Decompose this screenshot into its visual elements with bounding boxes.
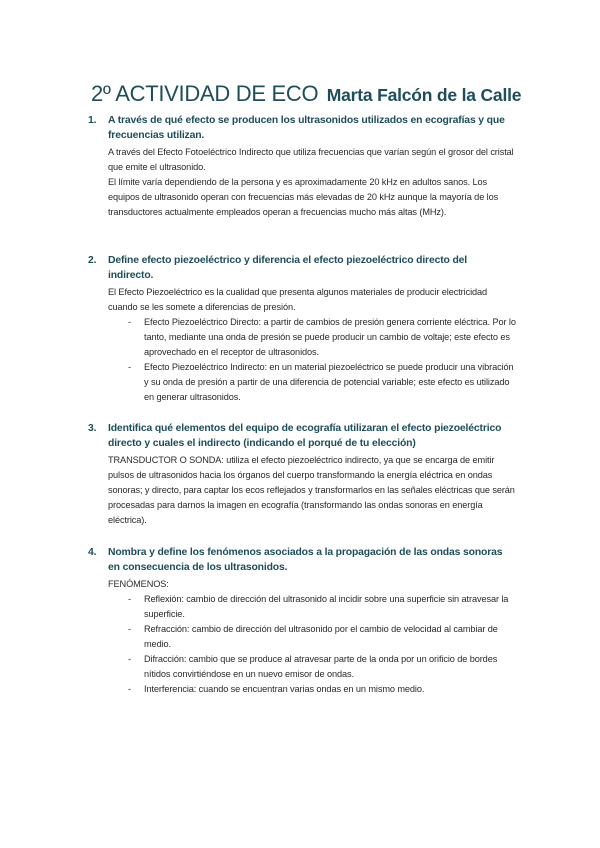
- list-item: [108, 622, 518, 652]
- question-2-heading: [88, 253, 518, 283]
- question-2-answer: [108, 285, 518, 405]
- document-title: [91, 80, 551, 111]
- list-item-text: Reflexión: cambio de dirección del ultrasonido al incidir sobre una superficie sin atravesar la superficie.: [144, 594, 509, 619]
- question-4-heading: [88, 545, 518, 575]
- dash-bullet: -: [128, 654, 131, 664]
- list-item-text: Efecto Piezoeléctrico Indirecto: en un material piezoeléctrico se puede producir una vibración y su onda de presión a partir de una diferencia de potencial variable; este efecto es utilizado en generar ultrasonidos.: [144, 362, 514, 402]
- dash-list: [108, 592, 518, 697]
- list-item-text: Efecto Piezoeléctrico Directo: a partir de cambios de presión genera corriente eléctrica. Por lo tanto, mediante una onda de presión se puede producir un cambio de voltaje; este efecto es aprovechado en el receptor de ultrasonidos.: [144, 317, 516, 357]
- author-name: Marta Falcón de la Calle: [326, 85, 522, 105]
- answer-paragraph: A través del Efecto Fotoeléctrico Indirecto que utiliza frecuencias que varían según el grosor del cristal que emite el ultrasonido.: [108, 147, 514, 172]
- question-3-heading: [88, 421, 518, 451]
- list-item: [108, 315, 518, 360]
- question-number: 2.: [88, 255, 97, 266]
- list-item: [108, 652, 518, 682]
- question-number: 3.: [88, 423, 97, 434]
- list-item-text: Refracción: cambio de dirección del ultrasonido por el cambio de velocidad al cambiar de medio.: [144, 624, 498, 649]
- question-1-heading: [88, 113, 518, 143]
- question-text: A través de qué efecto se producen los ultrasonidos utilizados en ecografías y que frecuencias utilizan.: [108, 115, 505, 141]
- question-number: 4.: [88, 547, 97, 558]
- dash-bullet: -: [128, 684, 131, 694]
- question-3-answer: [108, 453, 518, 528]
- question-1-answer: [108, 145, 518, 220]
- answer-paragraph: TRANSDUCTOR O SONDA: utiliza el efecto piezoeléctrico indirecto, ya que se encarga de emitir pulsos de ultrasonidos hacia los órganos del cuerpo transformando la energía eléctrica en ondas sonoras; y directo, para captar los ecos reflejados y transformarlos en las señales eléctricas que serán procesadas para darnos la imagen en ecografía (transformando las ondas sonoras en energía eléctrica).: [108, 455, 515, 525]
- question-4: [88, 545, 518, 697]
- dash-list: [108, 315, 518, 405]
- list-item: [108, 360, 518, 405]
- question-number: 1.: [88, 115, 97, 126]
- answer-paragraph: El límite varía dependiendo de la persona y es aproximadamente 20 kHz en adultos sanos. Los equipos de ultrasonido operan con frecuencias más elevadas de 20 kHz aunque la mayoría de los transductores actualmente empleados operan a frecuencias mucho más altas (MHz).: [108, 177, 499, 217]
- question-text: Identifica qué elementos del equipo de ecografía utilizaran el efecto piezoeléctrico directo y cuales el indirecto (indicando el porqué de tu elección): [108, 423, 502, 449]
- list-item: [108, 592, 518, 622]
- list-item-text: Difracción: cambio que se produce al atravesar parte de la onda por un orificio de bordes nítidos convirtiéndose en un nuevo emisor de ondas.: [144, 654, 498, 679]
- question-3: [88, 421, 518, 528]
- dash-bullet: -: [128, 594, 131, 604]
- answer-paragraph: FENÓMENOS:: [108, 579, 169, 589]
- list-item-text: Interferencia: cuando se encuentran varias ondas en un mismo medio.: [144, 684, 425, 694]
- activity-title: 2º ACTIVIDAD DE ECO: [91, 81, 319, 106]
- dash-bullet: -: [128, 624, 131, 634]
- question-4-answer: [108, 577, 518, 697]
- question-1: [88, 113, 518, 220]
- question-text: Nombra y define los fenómenos asociados a la propagación de las ondas sonoras en consecuencia de los ultrasonidos.: [108, 547, 503, 573]
- answer-paragraph: El Efecto Piezoeléctrico es la cualidad que presenta algunos materiales de producir electricidad cuando se les somete a diferencias de presión.: [108, 287, 488, 312]
- question-2: [88, 253, 518, 405]
- dash-bullet: -: [128, 317, 131, 327]
- list-item: [108, 682, 518, 697]
- question-text: Define efecto piezoeléctrico y diferencia el efecto piezoeléctrico directo del indirecto.: [108, 255, 468, 281]
- dash-bullet: -: [128, 362, 131, 372]
